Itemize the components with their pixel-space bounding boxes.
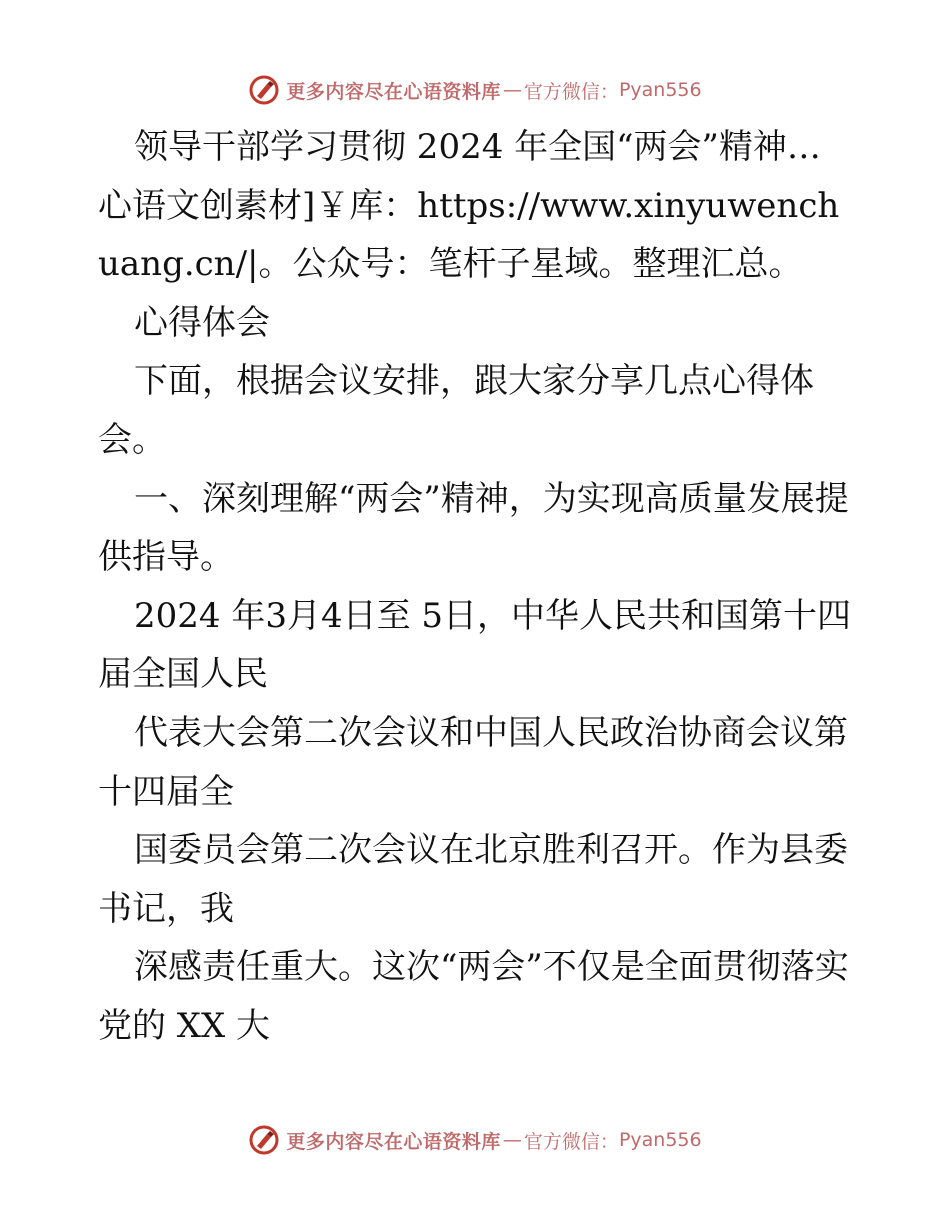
watermark-dash: — bbox=[502, 79, 522, 101]
watermark-title: 更多内容尽在心语资料库 bbox=[286, 1130, 501, 1153]
body-paragraph: 2024 年3月4日至 5日，中华人民共和国第十四届全国人民 bbox=[98, 595, 852, 695]
title-line: 领导干部学习贯彻 2024 年全国“两会”精神… bbox=[134, 127, 821, 167]
intro-paragraph: 下面，根据会议安排，跟大家分享几点心得体会。 bbox=[98, 361, 814, 460]
body-paragraph: 代表大会第二次会议和中国人民政治协商会议第十四届全 bbox=[98, 712, 848, 812]
watermark-wechat-id: Pyan556 bbox=[618, 1129, 702, 1151]
body-paragraph: 国委员会第二次会议在北京胜利召开。作为县委书记，我 bbox=[98, 830, 848, 929]
source-note: 心语文创素材]￥库：https://www.xinyuwenchuang.cn/|。公众号：笔杆子星域。整理汇总。 bbox=[98, 185, 840, 285]
watermark-dash: — bbox=[502, 1129, 522, 1151]
watermark-wechat-id: Pyan556 bbox=[618, 79, 702, 101]
watermark-wechat-label: 官方微信： bbox=[523, 80, 619, 103]
footer-watermark bbox=[0, 1120, 950, 1160]
watermark-wechat-label: 官方微信： bbox=[523, 1130, 619, 1153]
watermark-title: 更多内容尽在心语资料库 bbox=[286, 80, 501, 103]
pen-logo-icon bbox=[248, 74, 280, 106]
point-one-heading: 一、深刻理解“两会”精神，为实现高质量发展提供指导。 bbox=[98, 478, 849, 578]
pen-logo-icon bbox=[248, 1124, 280, 1156]
document-body bbox=[98, 118, 858, 1056]
body-paragraph: 深感责任重大。这次“两会”不仅是全面贯彻落实党的 XX 大 bbox=[98, 947, 849, 1046]
section-heading: 心得体会 bbox=[134, 302, 270, 343]
header-watermark bbox=[0, 70, 950, 110]
